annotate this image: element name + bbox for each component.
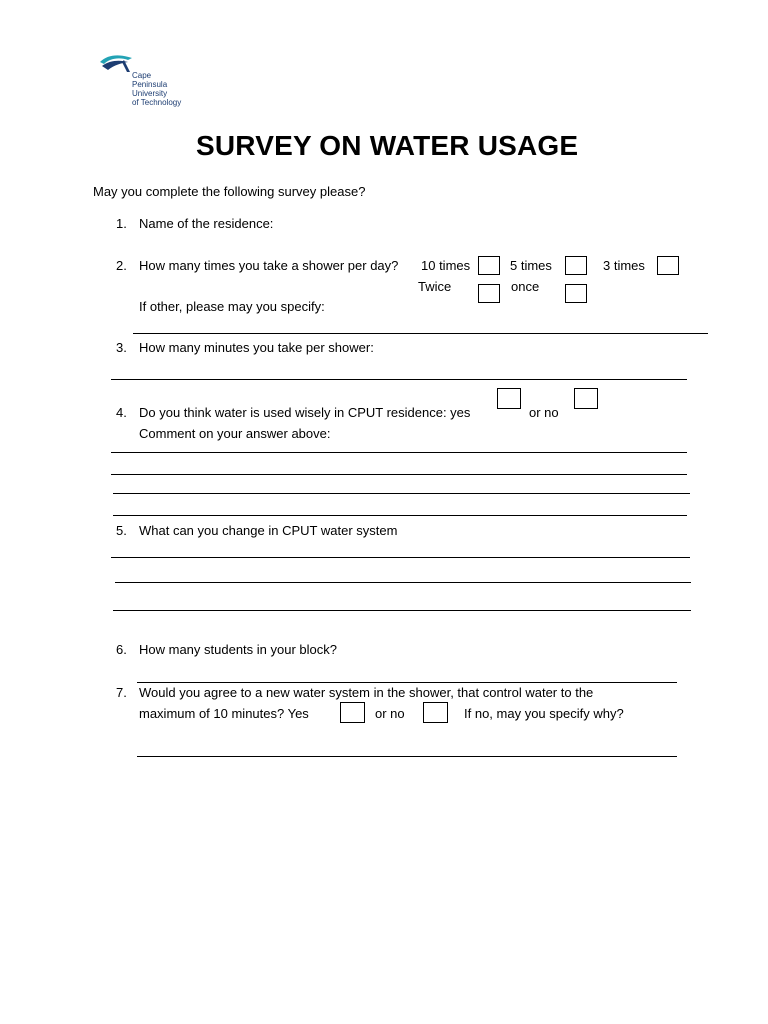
q2-number: 2.	[116, 258, 127, 273]
q5-answer-line-1[interactable]	[111, 557, 690, 558]
intro-text: May you complete the following survey please?	[93, 184, 366, 199]
q2-other-answer-line[interactable]	[133, 333, 708, 334]
q7-specify-text: If no, may you specify why?	[464, 706, 624, 721]
q2-option-3-times-label: 3 times	[603, 258, 645, 273]
q5-answer-line-2[interactable]	[115, 582, 691, 583]
q2-option-once-label: once	[511, 279, 540, 294]
logo-line-2: Peninsula	[132, 80, 168, 89]
q2-option-10-times-checkbox[interactable]	[478, 256, 500, 275]
q2-option-twice-label: Twice	[418, 279, 452, 294]
q4-number: 4.	[116, 405, 127, 420]
q4-yes-checkbox[interactable]	[497, 388, 521, 409]
logo-line-1: Cape	[132, 71, 152, 80]
q4-no-checkbox[interactable]	[574, 388, 598, 409]
logo-text	[132, 71, 181, 107]
q2-other-text: If other, please may you specify:	[139, 299, 325, 314]
q4-comment-line-3[interactable]	[113, 493, 690, 494]
q4-or-no-label: or no	[529, 405, 559, 420]
q7-answer-line[interactable]	[137, 756, 677, 757]
q2-option-10-times-label: 10 times	[421, 258, 471, 273]
q2-option-3-times-checkbox[interactable]	[657, 256, 679, 275]
q2-option-5-times-label: 5 times	[510, 258, 552, 273]
q3-number: 3.	[116, 340, 127, 355]
q6-number: 6.	[116, 642, 127, 657]
page-title: SURVEY ON WATER USAGE	[196, 130, 579, 161]
q1-text: Name of the residence:	[139, 216, 274, 231]
q2-option-5-times-checkbox[interactable]	[565, 256, 587, 275]
q5-text: What can you change in CPUT water system	[139, 523, 398, 538]
q7-yes-checkbox[interactable]	[340, 702, 365, 723]
q7-line-1: Would you agree to a new water system in the shower, that control water to the	[139, 685, 594, 700]
q3-text: How many minutes you take per shower:	[139, 340, 374, 355]
q3-answer-line[interactable]	[111, 379, 687, 380]
q7-number: 7.	[116, 685, 127, 700]
q6-text: How many students in your block?	[139, 642, 337, 657]
q2-text: How many times you take a shower per day?	[139, 258, 399, 273]
q5-answer-line-3[interactable]	[113, 610, 691, 611]
q2-option-once-checkbox[interactable]	[565, 284, 587, 303]
q4-comment-line-1[interactable]	[111, 452, 687, 453]
q4-text: Do you think water is used wisely in CPUT residence: yes	[139, 405, 471, 420]
q7-line-2: maximum of 10 minutes? Yes	[139, 706, 309, 721]
q7-or-no-label: or no	[375, 706, 405, 721]
q2-option-twice-checkbox[interactable]	[478, 284, 500, 303]
q4-comment-text: Comment on your answer above:	[139, 426, 331, 441]
q5-number: 5.	[116, 523, 127, 538]
q6-answer-line[interactable]	[137, 682, 677, 683]
q4-comment-line-4[interactable]	[113, 515, 687, 516]
q1-number: 1.	[116, 216, 127, 231]
logo-line-4: of Technology	[132, 98, 182, 107]
logo-line-3: University	[132, 89, 168, 98]
q4-comment-line-2[interactable]	[111, 474, 687, 475]
q7-no-checkbox[interactable]	[423, 702, 448, 723]
